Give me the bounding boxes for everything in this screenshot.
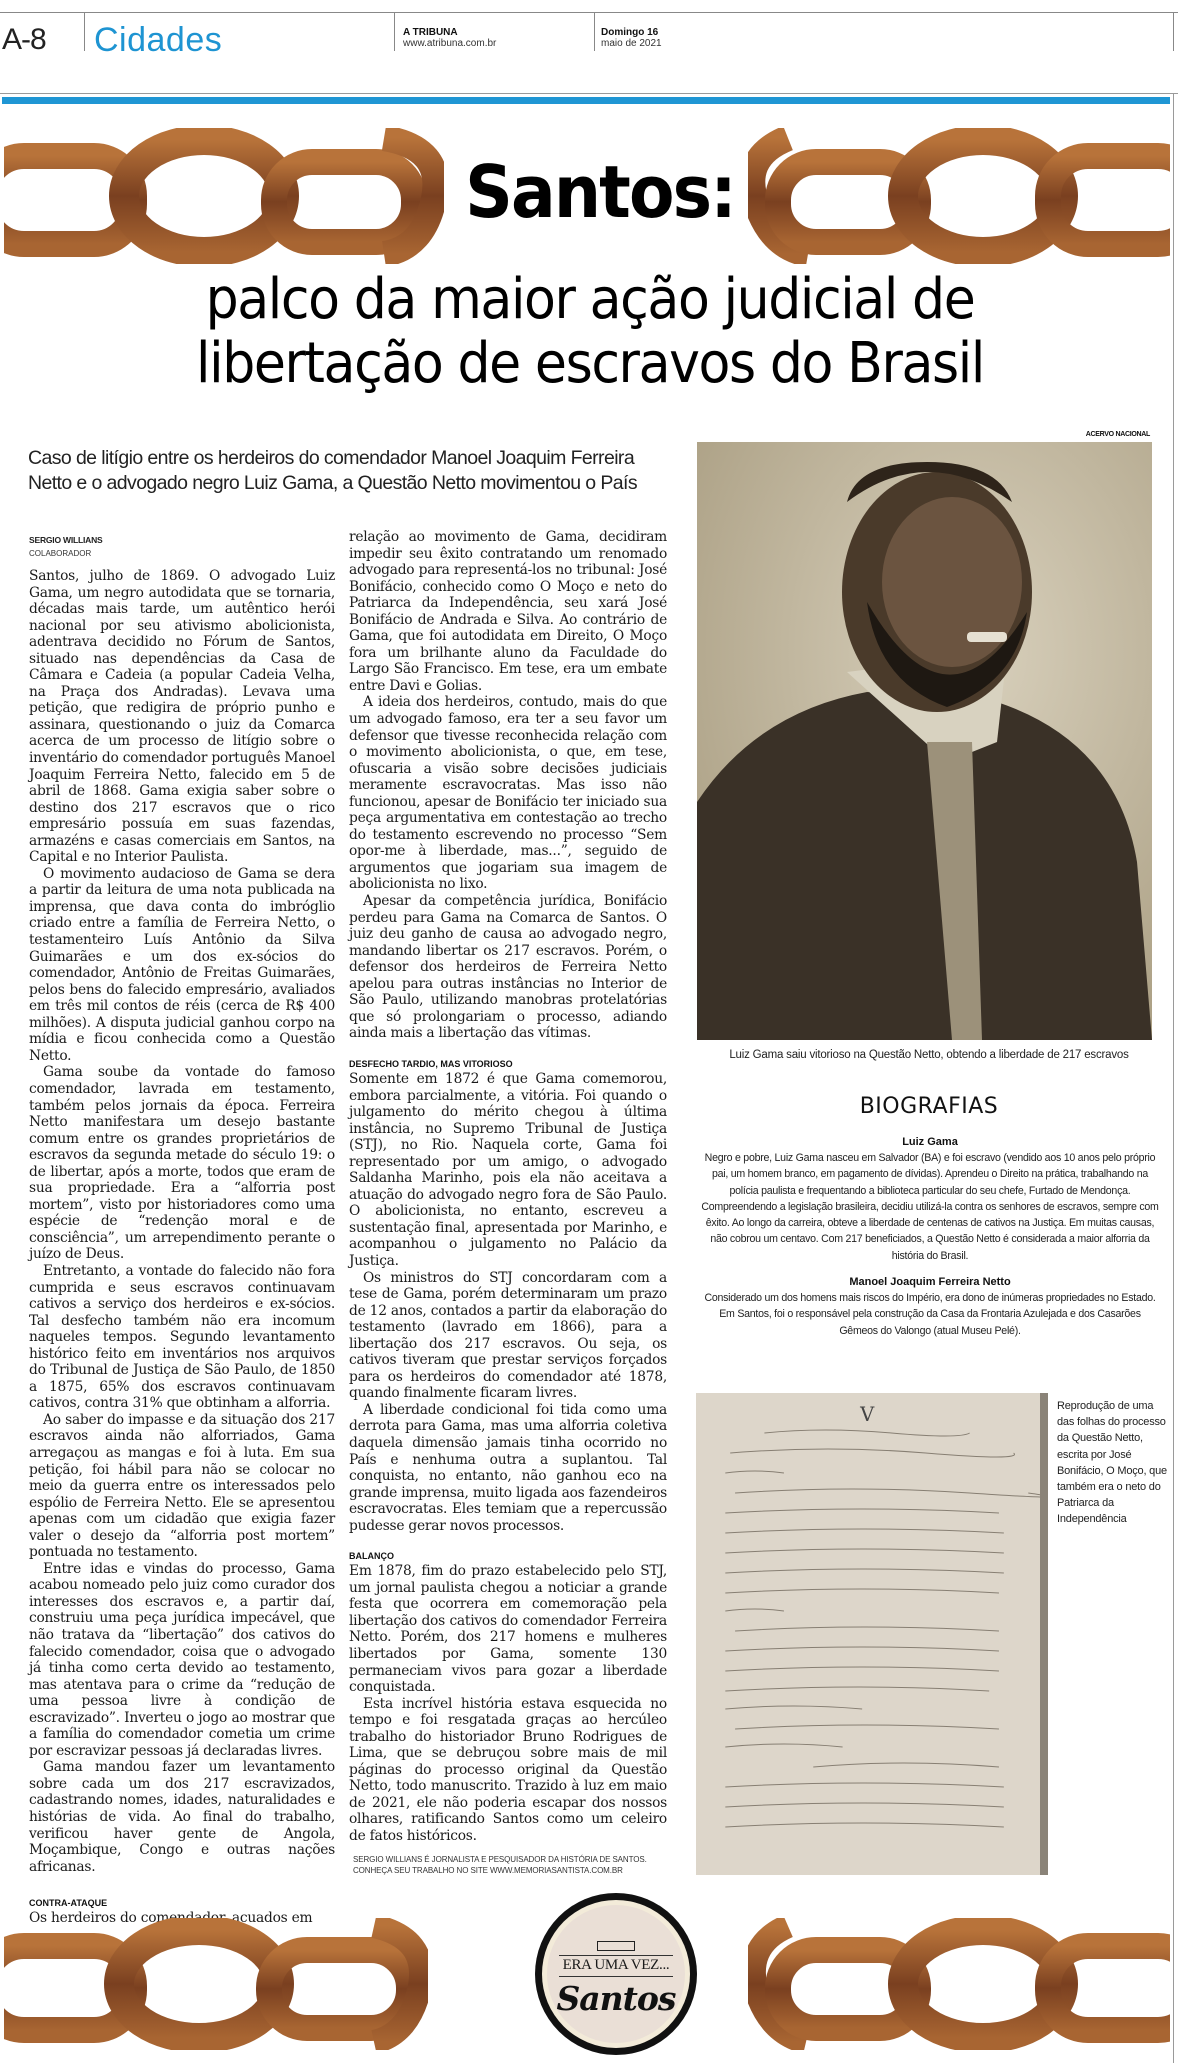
author-name: SERGIO WILLIANS — [29, 535, 103, 545]
paragraph: Em 1878, fim do prazo estabelecido pelo STJ, um jornal paulista chegou a noticiar a grande festa que ocorrera em comemoração pela libertação dos cativos do comendador Ferreira Netto. Porém, dos 217 homens e mulheres libertados por Gama, somente 130 permaneciam vivos para gozar a liberdade conquistada. — [349, 1563, 667, 1696]
manuscript-page-icon — [696, 1393, 1040, 1875]
headline-line-1: palco da maior ação judicial de — [205, 267, 975, 332]
subhead-contra-ataque: CONTRA-ATAQUE — [29, 1898, 108, 1909]
broken-chain-image-left — [4, 128, 444, 264]
issue-day: Domingo 16 — [601, 27, 659, 38]
broken-chain-image-right — [748, 128, 1170, 264]
author-note-line: CONHEÇA SEU TRABALHO NO SITE WWW.MEMORIASANTISTA.COM.BR — [353, 1866, 623, 1875]
author-note-line: SERGIO WILLIANS É JORNALISTA E PESQUISADOR DA HISTÓRIA DE SANTOS. — [353, 1855, 647, 1864]
subhead-balanco: BALANÇO — [349, 1551, 394, 1562]
manuscript-numeral: V — [860, 1402, 875, 1427]
accent-bar — [2, 97, 1170, 104]
page-border — [1173, 93, 1174, 2063]
byline — [29, 535, 103, 558]
building-icon — [597, 1941, 635, 1951]
chain-icon — [4, 128, 444, 264]
newspaper-name: A TRIBUNA — [403, 27, 458, 38]
broken-chain-image-bottom-right — [748, 1918, 1170, 2050]
photo-caption: Luiz Gama saiu vitorioso na Questão Netto, obtendo a liberdade de 217 escravos — [729, 1049, 1129, 1061]
bio-entry — [700, 1275, 1160, 1339]
biografias-title: BIOGRAFIAS — [859, 1094, 999, 1119]
article-column-2 — [349, 529, 667, 1845]
headline-kicker: Santos: — [465, 150, 735, 234]
article-column-1 — [29, 568, 335, 1927]
divider — [1173, 13, 1174, 51]
manuscript-image — [696, 1393, 1048, 1875]
paragraph: Esta incrível história estava esquecida no tempo e foi resgatada graças ao hercúleo trabalho do historiador Bruno Rodrigues de Lima, que se debruçou sobre mais de mil páginas do processo original da Questão Netto, todo manuscrito. Trazido à luz em maio de 2021, ele não poderia escapar dos nossos olhares, ratificando Santos como um celeiro de fatos históricos. — [349, 1695, 667, 1845]
page-number: A-8 — [2, 23, 46, 56]
masthead-bar — [0, 12, 1178, 59]
manuscript-caption: Reprodução de uma das folhas do processo da Questão Netto, escrita por José Bonifácio, O Moço, que também era o neto do Patriarca da Independência — [1057, 1400, 1167, 1526]
divider — [84, 13, 85, 51]
subhead-desfecho: DESFECHO TARDIO, MAS VITORIOSO — [349, 1058, 513, 1069]
bio-text: Considerado um dos homens mais riscos do Império, era dono de inúmeras propriedades no Estado. Em Santos, foi o responsável pela construção da Casa da Frontaria Azulejada e dos Casarões Gêmeos do Valongo (atual Museu Pelé). — [704, 1292, 1156, 1337]
bio-entry — [700, 1135, 1160, 1264]
paragraph: Ao saber do impasse e da situação dos 217 escravos ainda não alforriados, Gama arregaçou as mangas e foi à luta. Em sua petição, foi hábil para não se colocar no meio da guerra entre os interessados pelo espólio de Ferreira Netto. Ele se apresentou apenas com um cidadão que exigia fazer valer o desejo da “alforria post mortem” pontuada no testamento. — [29, 1411, 335, 1561]
bio-text: Negro e pobre, Luiz Gama nasceu em Salvador (BA) e foi escravo (vendido aos 10 anos pelo próprio pai, um homem branco, em pagamento de dívidas). Aprendeu o Direito na prática, trabalhando na polícia paulista e frequentando a biblioteca particular do seu chefe, Furtado de Mendonça. Compreendendo a legislação brasileira, decidiu utilizá-la contra os senhores de escravos, sempre com êxito. Ao longo da carreira, obteve a liberdade de centenas de cativos na Justiça. Em muitas causas, não cobrou um centavo. Com 217 beneficiados, a Questão Netto é considerada a maior alforria da história do Brasil. — [701, 1152, 1159, 1262]
subheadline: Caso de litígio entre os herdeiros do comendador Manoel Joaquim Ferreira Netto e o advogado negro Luiz Gama, a Questão Netto movimentou o País — [28, 447, 637, 494]
luiz-gama-portrait — [697, 442, 1152, 1040]
newspaper-info — [403, 27, 496, 49]
chain-icon — [4, 1918, 428, 2050]
divider — [594, 13, 595, 51]
paragraph: Gama soube da vontade do famoso comendador, lavrada em testamento, também pelos jornais da época. Ferreira Netto manifestara um desejo bastante comum entre os grandes proprietários de escravos da segunda metade do século 19: o de libertar, após a morte, todos que eram de sua propriedade. Era a “alforria post mortem”, visto por historiadores como uma espécie de “redenção moral e de consciência”, um arrependimento perante o juízo de Deus. — [29, 1064, 335, 1263]
portrait-photo-icon — [697, 442, 1152, 1040]
paragraph: Somente em 1872 é que Gama comemorou, embora parcialmente, a vitória. Foi quando o julgamento do mérito chegou à última instância, no Supremo Tribunal de Justiça (STJ), no Rio. Naquela corte, Gama foi representado por um amigo, o advogado Saldanha Marinho, pois ela não aceitava a atuação do advogado negro fora de São Paulo. O abolicionista, no entanto, escreveu a sustentação final, apresentada por Marinho, e acompanhou o julgamento no Palácio da Justiça. — [349, 1070, 667, 1269]
section-title: Cidades — [94, 21, 223, 59]
paragraph: relação ao movimento de Gama, decidiram impedir seu êxito contratando um renomado advogado para representá-los no tribunal: José Bonifácio, conhecido como O Moço e neto do Patriarca da Independência, seu xará José Bonifácio de Andrada e Silva. Ao contrário de Gama, que foi autodidata em Direito, O Moço fora um brilhante aluno da Faculdade do Largo São Francisco. Em tese, era um embate entre Davi e Golias. — [349, 529, 667, 694]
paragraph: Gama mandou fazer um levantamento sobre cada um dos 217 escravizados, cadastrando nomes, idades, naturalidades e histórias de vida. Ao final do trabalho, verificou haver gente de Angola, Moçambique, Congo e outras nações africanas. — [29, 1759, 335, 1875]
divider — [394, 13, 395, 51]
issue-date — [601, 27, 662, 49]
author-note — [353, 1854, 673, 1876]
logo-script-text: Santos — [556, 1979, 676, 2018]
paragraph: Os herdeiros do comendador, acuados em — [29, 1910, 313, 1927]
headline-line-2: libertação de escravos do Brasil — [196, 331, 984, 396]
issue-month-year: maio de 2021 — [601, 38, 662, 49]
photo-credit: ACERVO NACIONAL — [1085, 431, 1150, 438]
bio-name: Luiz Gama — [902, 1136, 958, 1148]
paragraph: A ideia dos herdeiros, contudo, mais do que um advogado famoso, era ter a seu favor um defensor que tivesse reconhecida relação com o movimento abolicionista, o que, em tese, ofuscaria a visão sobre decisões judiciais meramente escravocratas. Mas isso não funcionou, apesar de Bonifácio ter iniciado sua peça argumentativa em contestação ao trecho do testamento escrevendo no processo “Sem opor-me à liberdade, mas...”, seguido de argumentos que jogariam sua imagem de abolicionista no lixo. — [349, 694, 667, 893]
paragraph: Santos, julho de 1869. O advogado Luiz Gama, um negro autodidata que se tornaria, décadas mais tarde, um autêntico herói nacional por seu ativismo abolicionista, adentrava decidido no Fórum de Santos, situado nas dependências da Casa de Câmara e Cadeia (a popular Cadeia Velha, na Praça dos Andradas). Levava uma petição, que redigira de próprio punho e assinara, questionando o juiz da Comarca acerca de um processo de litígio sobre o inventário do comendador português Manoel Joaquim Ferreira Netto, falecido em 5 de abril de 1868. Gama exigia saber sobre o destino dos 217 escravos que o rico empresário possuía em suas fazendas, armazéns e casas comerciais em Santos, na Capital e no Interior Paulista. — [29, 568, 335, 866]
bio-name: Manoel Joaquim Ferreira Netto — [849, 1276, 1011, 1288]
paragraph: Entre idas e vindas do processo, Gama acabou nomeado pelo juiz como curador dos interesses dos escravos e, a partir daí, construiu uma peça jurídica impecável, que não tratava da “libertação” dos cativos do falecido comendador, coisa que o advogado já tinha como certa devido ao testamento, mas atentava para o crime da “redução de uma pessoa livre à condição de escravizado”. Inverteu o jogo ao mostrar que a família do comendador cometia um crime por escravizar pessoas já declaradas livres. — [29, 1560, 335, 1759]
newspaper-website[interactable]: www.atribuna.com.br — [403, 38, 497, 49]
headline — [97, 268, 1083, 396]
paragraph: Entretanto, a vontade do falecido não fora cumprida e seus escravos continuavam cativos a serviço dos herdeiros e ex-sócios. Tal desfecho também não era incomum naqueles tempos. Segundo levantamento histórico feito em inventários nos arquivos do Tribunal de Justiça de São Paulo, de 1850 a 1875, 65% dos escravos continuavam cativos, contra 31% que obtinham a alforria. — [29, 1262, 335, 1412]
header-rule — [0, 93, 1178, 94]
paragraph: A liberdade condicional foi tida como uma derrota para Gama, mas uma alforria coletiva daquela dimensão jamais tinha ocorrido no País e nenhuma outra a suplantou. Tal conquista, no entanto, não ganhou eco na grande imprensa, muito ligada aos fazendeiros escravocratas. Eles temiam que a repercussão pudesse gerar novos processos. — [349, 1401, 667, 1534]
paragraph: Apesar da competência jurídica, Bonifácio perdeu para Gama na Comarca de Santos. O juiz deu ganho de causa ao advogado negro, mandando libertar os 217 escravos. Porém, o defensor dos herdeiros de Ferreira Netto apelou para outras instâncias no Interior de São Paulo, utilizando manobras protelatórias que só prolongariam o processo, adiando ainda mais a libertação das vítimas. — [349, 893, 667, 1042]
author-role: COLABORADOR — [29, 549, 92, 558]
paragraph: Os ministros do STJ concordaram com a tese de Gama, porém determinaram um prazo de 12 anos, contados a partir da elaboração do testamento (lavrado em 1866), para a libertação dos 217 escravos. Ou seja, os cativos tiveram que prestar serviços forçados para os herdeiros do comendador até 1878, quando finalmente ficaram livres. — [349, 1269, 667, 1402]
chain-icon — [748, 128, 1170, 264]
logo-top-text: ERA UMA VEZ... — [562, 1957, 670, 1973]
paragraph: O movimento audacioso de Gama se dera a partir da leitura de uma nota publicada na imprensa, que dava conta do imbróglio criado entre a família de Ferreira Netto, o testamenteiro Luís Antônio da Silva Guimarães e um dos ex-sócios do comendador, Antônio de Freitas Guimarães, pelos bens do falecido empresário, avaliados em três mil contos de réis (cerca de R$ 400 milhões). A disputa judicial ganhou corpo na mídia e ficou conhecida como a Questão Netto. — [29, 865, 335, 1064]
broken-chain-image-bottom-left — [4, 1918, 428, 2050]
era-uma-vez-santos-logo — [535, 1893, 697, 2055]
chain-icon — [748, 1918, 1170, 2050]
